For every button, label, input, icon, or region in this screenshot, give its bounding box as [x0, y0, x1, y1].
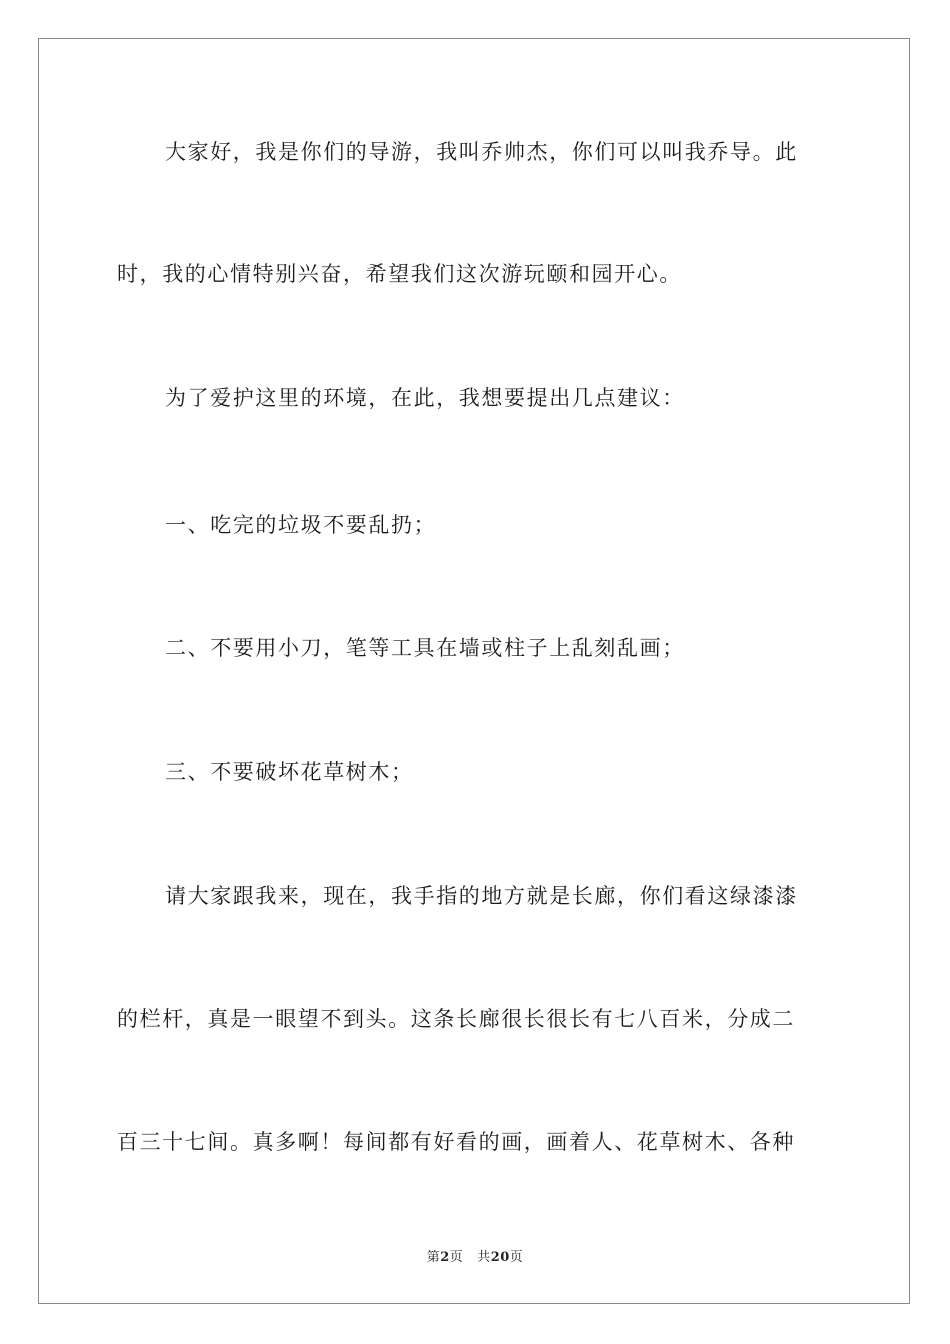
- paragraph-line: 二、不要用小刀，笔等工具在墙或柱子上乱刻乱画；: [165, 636, 685, 660]
- paragraph-line: 时，我的心情特别兴奋，希望我们这次游玩颐和园开心。: [117, 262, 682, 286]
- page-number: 2: [440, 1250, 450, 1265]
- total-prefix: 共: [477, 1250, 491, 1265]
- paragraph-line: 为了爱护这里的环境，在此，我想要提出几点建议：: [165, 386, 685, 410]
- paragraph-line: 大家好，我是你们的导游，我叫乔帅杰，你们可以叫我乔导。此: [165, 140, 798, 164]
- paragraph-line: 一、吃完的垃圾不要乱扔；: [165, 513, 437, 537]
- page-prefix: 第: [426, 1250, 441, 1265]
- page-suffix: 页: [449, 1250, 464, 1265]
- paragraph-line: 三、不要破坏花草树木；: [165, 760, 414, 784]
- total-pages: 20: [490, 1250, 510, 1265]
- page-border: [38, 38, 910, 1304]
- total-suffix: 页: [509, 1250, 524, 1265]
- paragraph-line: 的栏杆，真是一眼望不到头。这条长廊很长很长有七八百米，分成二: [117, 1007, 795, 1031]
- paragraph-line: 百三十七间。真多啊！每间都有好看的画，画着人、花草树木、各种: [117, 1130, 795, 1154]
- paragraph-line: 请大家跟我来，现在，我手指的地方就是长廊，你们看这绿漆漆: [165, 884, 798, 908]
- page-footer: [0, 1246, 950, 1265]
